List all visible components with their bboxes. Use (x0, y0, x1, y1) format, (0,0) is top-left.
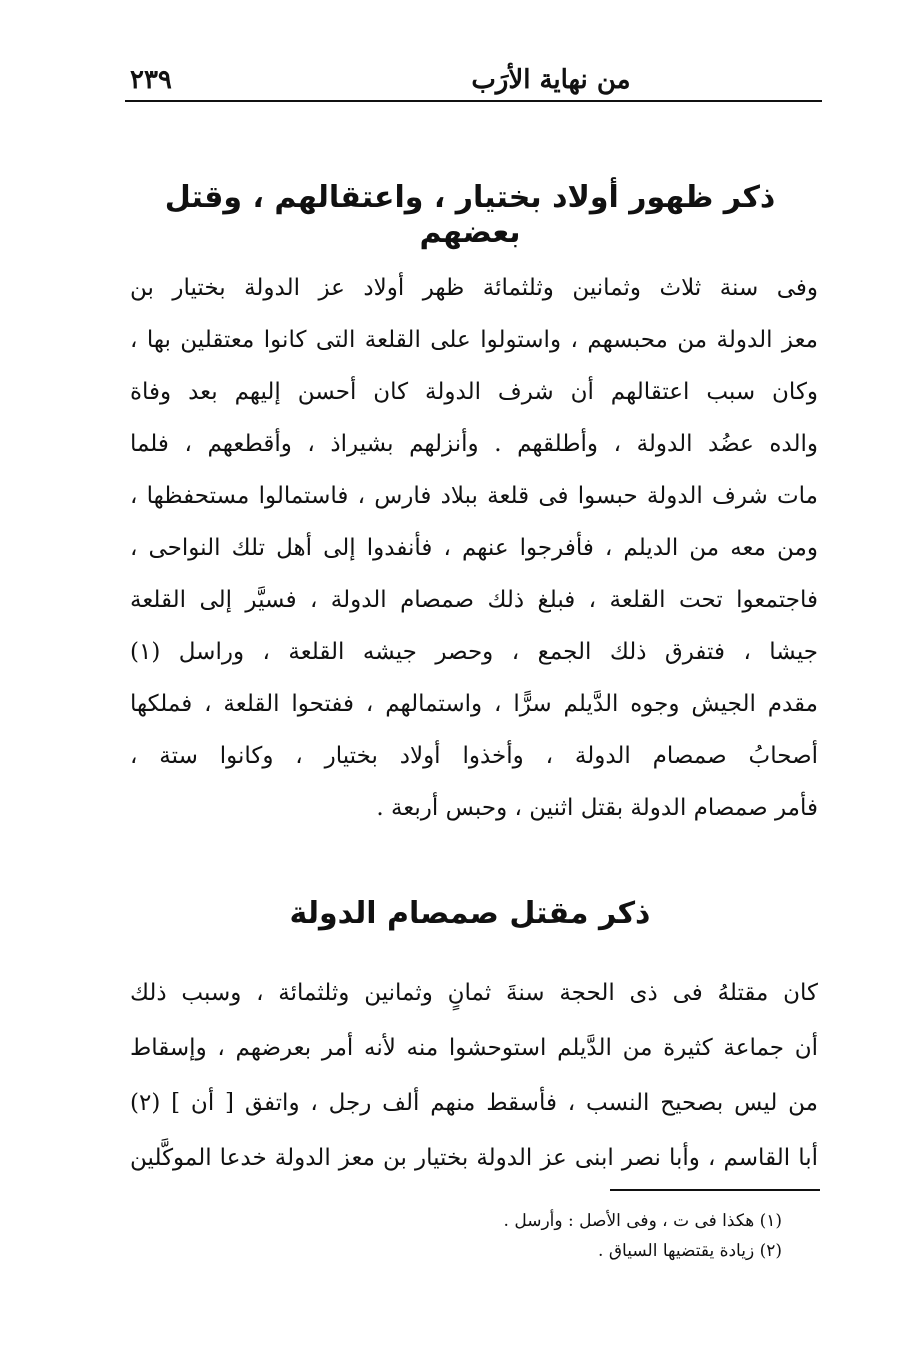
text-line: معز الدولة من محبسهم ، واستولوا على القلعة التى كانوا معتقلين بها ، (130, 327, 818, 353)
page-number: ٢٣٩ (130, 65, 172, 95)
footnotes (300, 1206, 782, 1266)
text-line: أبا القاسم ، وأبا نصر ابنى عز الدولة بختيار بن معز الدولة خدعا الموكَّلين (130, 1145, 818, 1171)
text-line: مقدم الجيش وجوه الدَّيلم سرًّا ، واستمالهم ، ففتحوا القلعة ، فملكها (130, 691, 818, 717)
text-line: أن جماعة كثيرة من الدَّيلم استوحشوا منه لأنه أمر بعرضهم ، وإسقاط (130, 1035, 818, 1061)
running-head (130, 62, 820, 98)
section-1-body (130, 262, 818, 834)
text-line: جيشا ، فتفرق ذلك الجمع ، وحصر جيشه القلعة ، وراسل (١) (130, 639, 818, 665)
section-heading-1: ذكر ظهور أولاد بختيار ، واعتقالهم ، وقتل بعضهم (164, 180, 776, 250)
text-line: كان مقتلهُ فى ذى الحجة سنةَ ثمانٍ وثمانين وثلثمائة ، وسبب ذلك (130, 980, 818, 1006)
text-line: والده عضُد الدولة ، وأطلقهم . وأنزلهم بشيراذ ، وأقطعهم ، فلما (130, 431, 818, 457)
footnote-1: (١) هكذا فى ت ، وفى الأصل : وأرسل . (503, 1211, 782, 1231)
text-line: فاجتمعوا تحت القلعة ، فبلغ ذلك صمصام الدولة ، فسيَّر إلى القلعة (130, 587, 818, 613)
section-2-body (130, 966, 818, 1186)
text-line: وكان سبب اعتقالهم أن شرف الدولة كان أحسن إليهم بعد وفاة (130, 379, 818, 405)
text-line: فأمر صمصام الدولة بقتل اثنين ، وحبس أربعة . (376, 795, 818, 821)
text-line: مات شرف الدولة حبسوا فى قلعة ببلاد فارس ، فاستمالوا مستحفظها ، (130, 483, 818, 509)
text-line: وفى سنة ثلاث وثمانين وثلثمائة ظهر أولاد عز الدولة بختيار بن (130, 275, 818, 301)
section-heading-2: ذكر مقتل صمصام الدولة (289, 896, 651, 931)
header-rule (125, 100, 822, 102)
book-title: من نهاية الأرَب (471, 65, 631, 95)
text-line: ومن معه من الديلم ، فأفرجوا عنهم ، فأنفدوا إلى أهل تلك النواحى ، (130, 535, 818, 561)
text-line: أصحابُ صمصام الدولة ، وأخذوا أولاد بختيار ، وكانوا ستة ، (130, 743, 818, 769)
footnote-rule (610, 1189, 820, 1191)
footnote-2: (٢) زيادة يقتضيها السياق . (598, 1241, 782, 1261)
text-line: من ليس بصحيح النسب ، فأسقط منهم ألف رجل ، واتفق [ أن ] (٢) (130, 1090, 818, 1116)
